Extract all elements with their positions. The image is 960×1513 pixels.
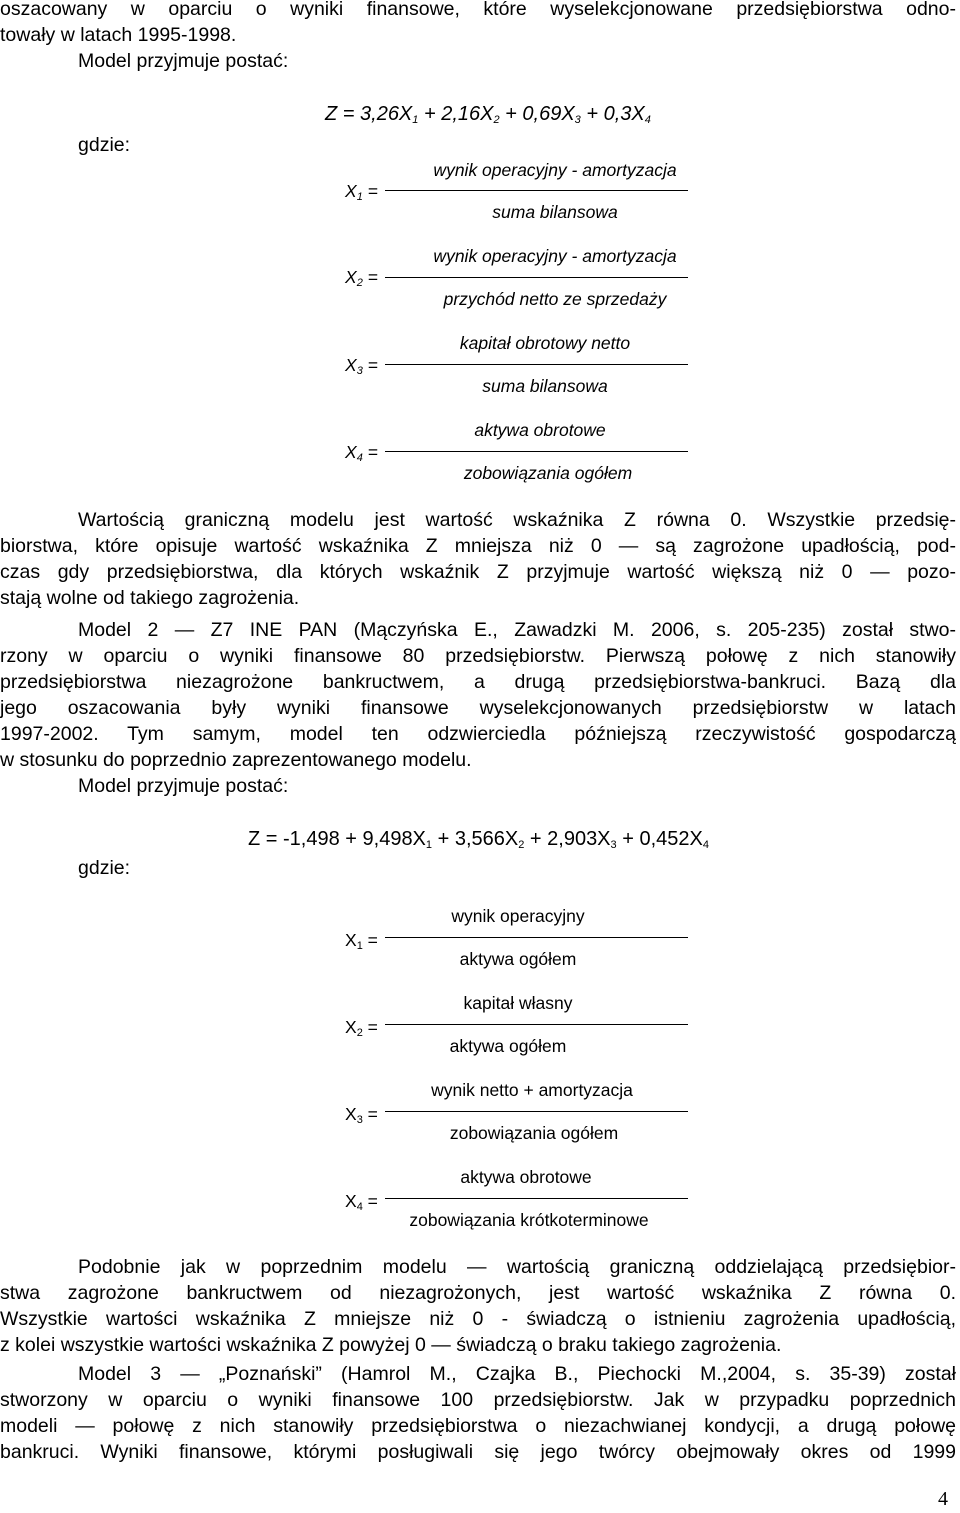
intro-line-2: towały w latach 1995-1998. (0, 24, 237, 46)
para2-line-3: przedsiębiorstwa niezagrożone bankructwem, a drugą przedsiębiorstwa-bankruci. Bazą dla (0, 671, 956, 693)
model2-x4-denominator: zobowiązania krótkoterminowe (409, 1210, 649, 1230)
model1-x1-label: $X_1$ = (345, 181, 378, 203)
model2-x3-label: $X_3$ = (345, 1104, 378, 1126)
para1-line-2: biorstwa, które opisuje wartość wskaźnika Z mniejsza niż 0 — są zagrożone upadłością, pod- (0, 535, 956, 557)
para3-line-4: z kolei wszystkie wartości wskaźnika Z powyżej 0 — świadczą o braku takiego zagrożenia. (0, 1334, 782, 1356)
para4-line-1: Model 3 — „Poznański” (Hamrol M., Czajka B., Piechocki M.,2004, s. 35-39) został (78, 1363, 956, 1385)
model1-x2-numerator: wynik operacyjny - amortyzacja (433, 246, 677, 266)
para2-line-4: jego oszacowania były wyniki finansowe wyselekcjonowanych przedsiębiorstw w latach (0, 697, 956, 719)
model2-x2-denominator: aktywa ogółem (449, 1036, 567, 1056)
model1-x2-fraction-bar (385, 277, 688, 278)
model1-x3-denominator: suma bilansowa (482, 376, 608, 396)
para1-line-3: czas gdy przedsiębiorstwa, dla których wskaźnik Z przyjmuje wartość większą niż 0 — pozo- (0, 561, 956, 583)
model1-x2-denominator: przychód netto ze sprzedaży (443, 289, 667, 309)
model1-x2-label: $X_2$ = (345, 267, 378, 289)
model1-intro: Model przyjmuje postać: (78, 50, 289, 72)
model2-x1-label: $X_1$ = (345, 930, 378, 952)
model1-formula: $Z = 3,26X_1 + 2,16X_2 + 0,69X_3 + 0,3X_4$ (325, 103, 651, 126)
model2-x4-numerator: aktywa obrotowe (460, 1167, 592, 1187)
model1-x4-label: $X_4$ = (345, 442, 378, 464)
para2-line-6: w stosunku do poprzednio zaprezentowanego modelu. (0, 749, 472, 771)
para4-line-3: modeli — połowę z nich stanowiły przedsiębiorstwa o niezachwianej kondycji, a drugą połowę (0, 1415, 956, 1437)
model1-x4-numerator: aktywa obrotowe (474, 420, 606, 440)
formula-lhs: Z = 3,26X (325, 103, 413, 125)
para4-line-4: bankruci. Wyniki finansowe, którymi posługiwali się jego twórcy obejmowały okres od 1999 (0, 1441, 956, 1463)
model2-x4-label: $X_4$ = (345, 1191, 378, 1213)
model1-x4-fraction-bar (385, 451, 688, 452)
para4-line-2: stworzony w oparciu o wyniki finansowe 100 przedsiębiorstw. Jak w przypadku poprzednich (0, 1389, 956, 1411)
model2-where-label: gdzie: (78, 857, 131, 879)
para1-line-1: Wartością graniczną modelu jest wartość wskaźnika Z równa 0. Wszystkie przedsię- (78, 509, 956, 531)
model1-x1-numerator: wynik operacyjny - amortyzacja (433, 160, 677, 180)
model2-x3-denominator: zobowiązania ogółem (449, 1123, 619, 1143)
page-number: 4 (938, 1488, 948, 1510)
model1-x1-fraction-bar (385, 190, 688, 191)
model2-x3-fraction-bar (385, 1111, 688, 1112)
para3-line-2: stwa zagrożone bankructwem od niezagrożonych, jest wartość wskaźnika Z równa 0. (0, 1282, 956, 1304)
model2-x1-denominator: aktywa ogółem (459, 949, 577, 969)
model2-intro: Model przyjmuje postać: (78, 775, 289, 797)
model2-x3-numerator: wynik netto + amortyzacja (431, 1080, 633, 1100)
para2-line-2: rzony w oparciu o wyniki finansowe 80 przedsiębiorstw. Pierwszą połowę z nich stanowiły (0, 645, 956, 667)
model2-x2-fraction-bar (385, 1024, 688, 1025)
para2-line-1: Model 2 — Z7 INE PAN (Mączyńska E., Zawadzki M. 2006, s. 205-235) został stwo- (78, 619, 956, 641)
para2-line-5: 1997-2002. Tym samym, model ten odzwierciedla późniejszą rzeczywistość gospodarczą (0, 723, 956, 745)
model1-x3-numerator: kapitał obrotowy netto (459, 333, 631, 353)
model2-x1-numerator: wynik operacyjny (451, 906, 585, 926)
model1-x3-label: $X_3$ = (345, 355, 378, 377)
model1-where-label: gdzie: (78, 134, 131, 156)
model1-x1-denominator: suma bilansowa (492, 202, 618, 222)
model2-x1-fraction-bar (385, 937, 688, 938)
intro-line-1: oszacowany w oparciu o wyniki finansowe, które wyselekcjonowane przedsiębiorstwa odno- (0, 0, 956, 20)
formula-lhs: Z = -1,498 + 9,498X (248, 828, 426, 850)
para1-line-4: stają wolne od takiego zagrożenia. (0, 587, 300, 609)
model2-x4-fraction-bar (385, 1198, 688, 1199)
model1-x4-denominator: zobowiązania ogółem (463, 463, 633, 483)
para3-line-3: Wszystkie wartości wskaźnika Z mniejsze niż 0 - świadczą o istnieniu zagrożenia upadłością, (0, 1308, 956, 1330)
model2-x2-numerator: kapitał własny (463, 993, 573, 1013)
model2-x2-label: $X_2$ = (345, 1017, 378, 1039)
model1-x3-fraction-bar (385, 364, 688, 365)
model2-formula: $Z = -1,498 + 9,498X_1 + 3,566X_2 + 2,903X_3 + 0,452X_4$ (248, 828, 709, 851)
para3-line-1: Podobnie jak w poprzednim modelu — wartością graniczną oddzielającą przedsiębior- (78, 1256, 956, 1278)
